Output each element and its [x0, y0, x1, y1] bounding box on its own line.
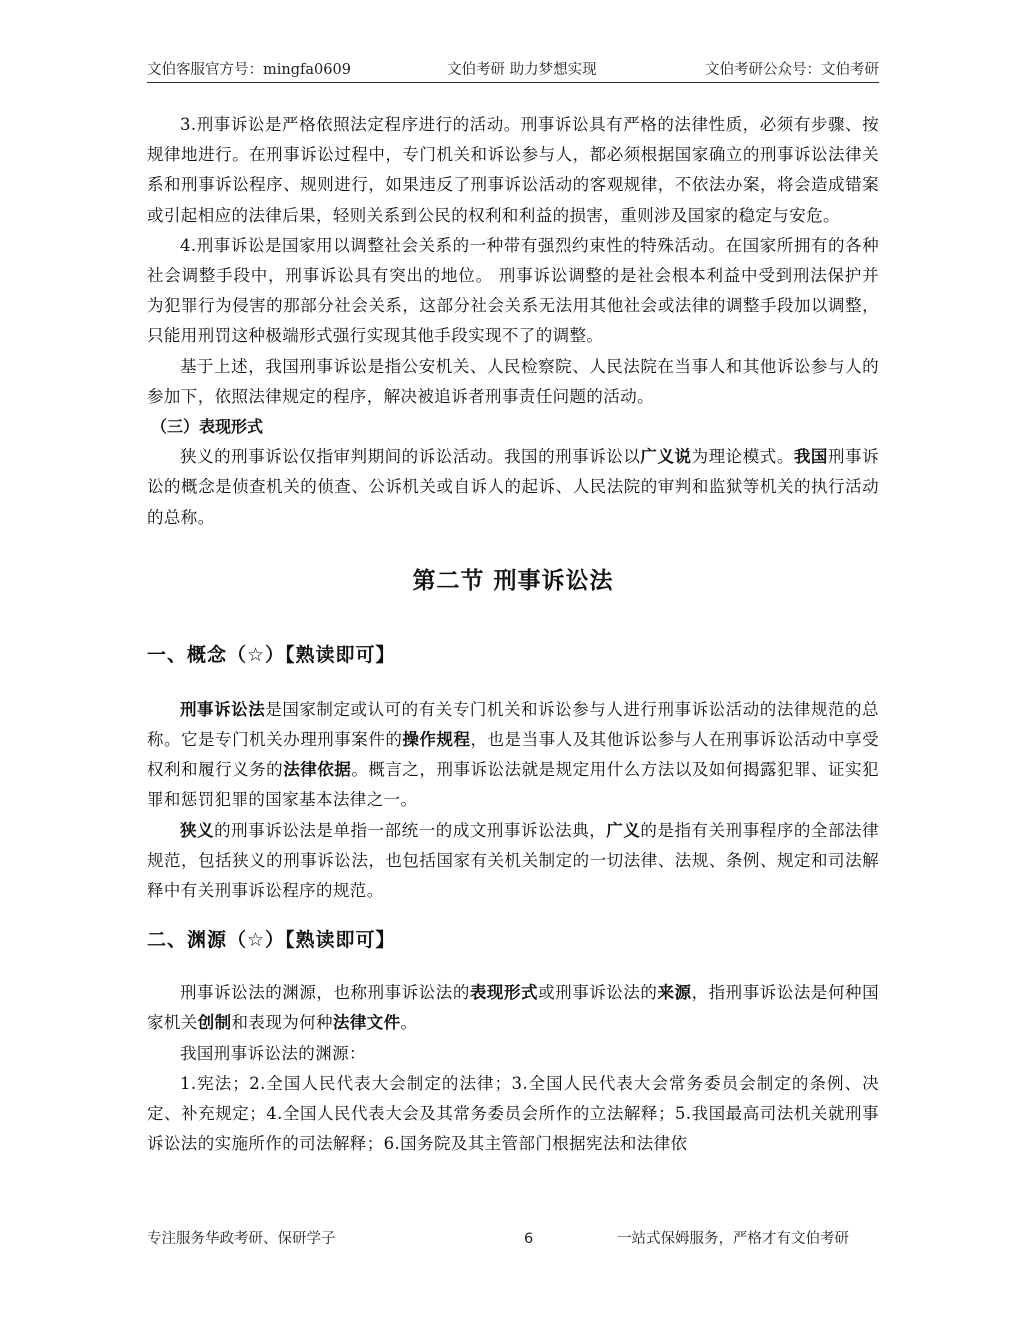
paragraph-point-4: 4.刑事诉讼是国家用以调整社会关系的一种带有强烈约束性的特殊活动。在国家所拥有的各种社会调整手段中，刑事诉讼具有突出的地位。 刑事诉讼调整的是社会根本利益中受到刑法保护并为犯罪行为侵害的那部分社会关系，这部分社会关系无法用其他社会或法律的调整手段加以调整，只能用刑罚这种极端形式强行实现其他手段实现不了的调整。: [147, 235, 879, 346]
bold-text: 广义: [606, 820, 641, 840]
sub-heading-form: （三）表现形式: [151, 417, 264, 437]
paragraph-source-intro: 我国刑事诉讼法的渊源：: [180, 1043, 366, 1063]
text: 或刑事诉讼法的: [538, 983, 658, 1003]
text: 。概言之，刑事诉讼法就是规定用什么方法以及如何揭露犯罪、证实犯罪和惩罚犯罪的国家基本法律之一。: [147, 760, 880, 810]
footer-left: 专注服务华政考研、保研学子: [147, 1231, 336, 1247]
paragraph-summary: 基于上述，我国刑事诉讼是指公安机关、人民检察院、人民法院在当事人和其他诉讼参与人的参加下，依照法律规定的程序，解决被追诉者刑事责任问题的活动。: [147, 356, 879, 406]
heading-concept: 一、概念（☆）【熟读即可】: [147, 643, 396, 666]
bold-text: 广义说: [640, 447, 692, 467]
text: 的是指有关刑事程序的全部法律规范，包括狭义的刑事诉讼法，也包括国家有关机关制定的一切法律、法规、条例、规定和司法解释中有关刑事诉讼程序的规范。: [147, 820, 879, 901]
bold-text: 刑事诉讼法: [180, 699, 266, 719]
section-title: 第二节 刑事诉讼法: [412, 567, 614, 594]
text: ，也是当事人及其他诉讼参与人在刑事诉讼活动中享受权利和履行义务的: [147, 730, 879, 780]
page-number: 6: [524, 1231, 534, 1247]
paragraph-concept-definition: [147, 695, 879, 816]
bold-text: 表现形式: [469, 983, 539, 1003]
paragraph-form: [147, 442, 879, 533]
paragraph-source-list: 1.宪法；2.全国人民代表大会制定的法律；3.全国人民代表大会常务委员会制定的条例、决定、补充规定；4.全国人民代表大会及其常务委员会所作的立法解释；5.我国最高司法机关就刑事诉讼法的实施所作的司法解释；6.国务院及其主管部门根据宪法和法律依: [147, 1073, 879, 1154]
header-right: 文伯考研公众号：文伯考研: [705, 62, 879, 78]
paragraph-source-definition: [147, 978, 879, 1038]
text: 刑事诉讼的概念是侦查机关的侦查、公诉机关或自诉人的起诉、人民法院的审判和监狱等机关的执行活动的总称。: [147, 447, 879, 527]
text: 。: [400, 1013, 418, 1033]
bold-text: 我国: [793, 447, 828, 467]
bold-text: 创制: [197, 1013, 232, 1033]
heading-source: 二、渊源（☆）【熟读即可】: [147, 929, 396, 952]
page-content: [147, 110, 879, 1159]
text: ，指刑事诉讼法是何种国家机关: [147, 983, 879, 1033]
header-left: 文伯客服官方号：mingfa0609: [147, 62, 351, 78]
footer-right: 一站式保姆服务，严格才有文伯考研: [617, 1231, 849, 1247]
bold-text: 来源: [657, 983, 692, 1003]
bold-text: 法律依据: [283, 760, 352, 780]
bold-text: 操作规程: [402, 730, 471, 750]
page-footer: [147, 1229, 879, 1251]
bold-text: 法律文件: [332, 1013, 401, 1033]
header-center: 文伯考研 助力梦想实现: [447, 62, 597, 78]
paragraph-concept-scope: [147, 816, 879, 907]
text: 的刑事诉讼法是单指一部统一的成文刑事诉讼法典，: [214, 820, 607, 840]
text: 和表现为何种: [231, 1013, 333, 1033]
page-header: [147, 60, 879, 83]
text: 为理论模式。: [691, 447, 794, 467]
bold-text: 狭义: [180, 820, 215, 840]
text: 狭义的刑事诉讼仅指审判期间的诉讼活动。我国的刑事诉讼以: [180, 447, 641, 467]
text: 是国家制定或认可的有关专门机关和诉讼参与人进行刑事诉讼活动的法律规范的总称。它是专门机关办理刑事案件的: [147, 699, 879, 750]
paragraph-point-3: 3.刑事诉讼是严格依照法定程序进行的活动。刑事诉讼具有严格的法律性质，必须有步骤、按规律地进行。在刑事诉讼过程中，专门机关和诉讼参与人，都必须根据国家确立的刑事诉讼法律关系和刑事诉讼程序、规则进行，如果违反了刑事诉讼活动的客观规律，不依法办案，将会造成错案或引起相应的法律后果，轻则关系到公民的权利和利益的损害，重则涉及国家的稳定与安危。: [147, 115, 879, 225]
text: 刑事诉讼法的渊源，也称刑事诉讼法的: [180, 983, 470, 1003]
